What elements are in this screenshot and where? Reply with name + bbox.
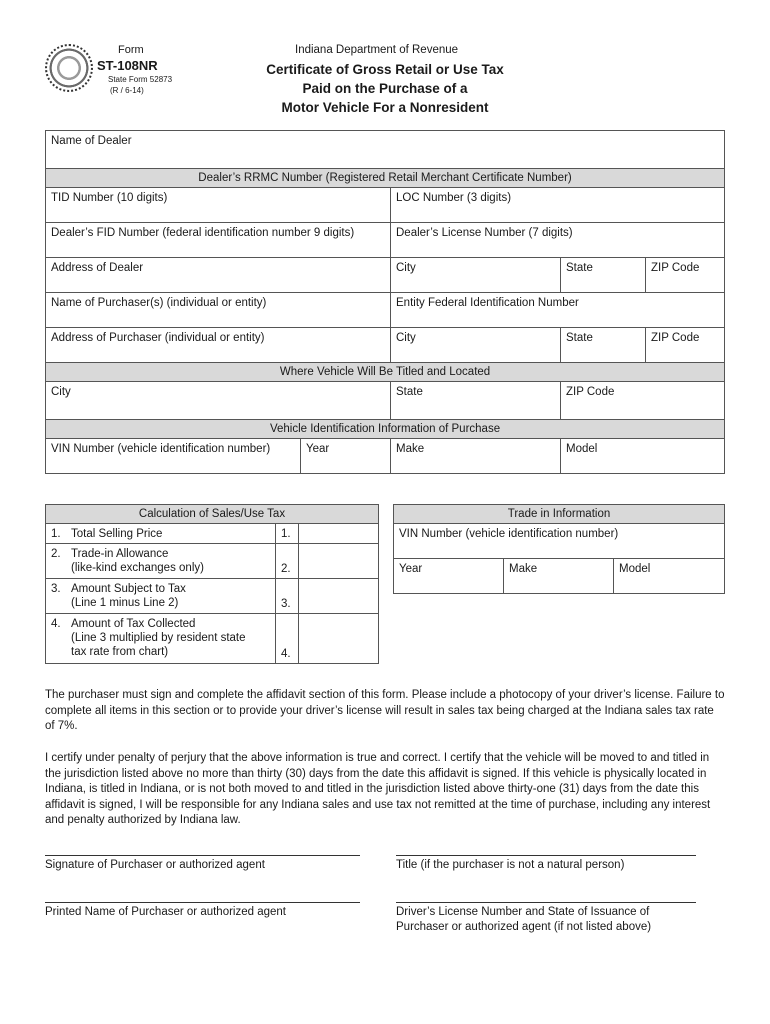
- trade-year-field[interactable]: [394, 559, 504, 594]
- state-form-number: State Form 52873: [108, 75, 173, 84]
- titled-section-header: Where Vehicle Will Be Titled and Located: [46, 363, 725, 382]
- loc-number-field[interactable]: [391, 188, 725, 223]
- line-number: 4.: [51, 618, 61, 630]
- title-label: Title (if the purchaser is not a natural person): [396, 859, 625, 871]
- title-line-2: Paid on the Purchase of a: [302, 81, 468, 96]
- trade-in-allowance-field[interactable]: [299, 544, 379, 579]
- line-box-number: 1.: [276, 524, 299, 544]
- certification-paragraph: I certify under penalty of perjury that the above information is true and correct. I certify that the vehicle will be moved to and titled in the jurisdiction listed above no more than thirty (30) days from the date this affidavit is signed. If this vehicle is physically located in Indiana, is titled in Indiana, or is not both moved to and titled in the jurisdiction listed above thirty-one (31) days from the date this affidavit is signed, I will be responsible for any Indiana sales and use tax not remitted at the time of purchase, including any interest and penalty authorized by Indiana law.: [45, 752, 711, 826]
- trade-make-label: Make: [509, 563, 538, 575]
- trade-vin-field[interactable]: [394, 524, 725, 559]
- title-line[interactable]: [396, 855, 696, 856]
- purchaser-city-field[interactable]: [391, 328, 561, 363]
- line-description: Total Selling Price: [71, 528, 163, 540]
- calc-line-3: [46, 579, 379, 614]
- signature-label: Signature of Purchaser or authorized agent: [45, 859, 265, 871]
- dealer-name-field[interactable]: [46, 131, 725, 169]
- tax-collected-field[interactable]: [299, 614, 379, 664]
- form-number: ST-108NR: [97, 58, 158, 73]
- form-title: [230, 60, 540, 117]
- purchaser-name-label: Name of Purchaser(s) (individual or entity): [51, 297, 267, 309]
- line-number: 2.: [51, 548, 61, 560]
- calc-line-4: [46, 614, 379, 664]
- dealer-city-label: City: [396, 262, 416, 274]
- dealer-address-field[interactable]: [46, 258, 391, 293]
- purchaser-city-label: City: [396, 332, 416, 344]
- line-description: Trade-in Allowance (like-kind exchanges only): [71, 548, 204, 574]
- trade-in-table: [393, 504, 725, 594]
- trade-make-field[interactable]: [504, 559, 614, 594]
- purchaser-name-field[interactable]: [46, 293, 391, 328]
- tid-number-label: TID Number (10 digits): [51, 192, 168, 204]
- purchaser-state-label: State: [566, 332, 593, 344]
- purchaser-state-field[interactable]: [561, 328, 646, 363]
- drivers-license-label: Driver’s License Number and State of Issuance of Purchaser or authorized agent (if not listed above): [396, 906, 652, 933]
- total-selling-price-field[interactable]: [299, 524, 379, 544]
- dealer-zip-field[interactable]: [646, 258, 725, 293]
- titled-zip-field[interactable]: [561, 382, 725, 420]
- instructions-paragraph: The purchaser must sign and complete the affidavit section of this form. Please include a photocopy of your driver’s license. Failure to complete all items in this section or to provide your driver’s license will result in sales tax being charged at the Indiana sales tax rate of 7%.: [45, 689, 725, 732]
- printed-name-label: Printed Name of Purchaser or authorized agent: [45, 906, 286, 918]
- line-number: 3.: [51, 583, 61, 595]
- drivers-license-line[interactable]: [396, 902, 696, 903]
- line-box-number: 2.: [276, 544, 299, 579]
- vehicle-make-field[interactable]: [391, 439, 561, 474]
- trade-model-field[interactable]: [614, 559, 725, 594]
- vehicle-vin-label: VIN Number (vehicle identification number): [51, 443, 271, 455]
- purchaser-address-label: Address of Purchaser (individual or entity): [51, 332, 265, 344]
- titled-state-label: State: [396, 386, 423, 398]
- purchaser-zip-label: ZIP Code: [651, 332, 700, 344]
- dealer-name-label: Name of Dealer: [51, 135, 132, 147]
- vehicle-section-header: Vehicle Identification Information of Purchase: [46, 420, 725, 439]
- trade-year-label: Year: [399, 563, 423, 575]
- vehicle-year-label: Year: [306, 443, 330, 455]
- amount-subject-to-tax-field[interactable]: [299, 579, 379, 614]
- state-seal-icon: [45, 44, 93, 92]
- titled-city-label: City: [51, 386, 71, 398]
- calc-section-header: Calculation of Sales/Use Tax: [46, 505, 379, 524]
- line-description: Amount of Tax Collected (Line 3 multiplied by resident state tax rate from chart): [71, 618, 246, 658]
- printed-name-line[interactable]: [45, 902, 360, 903]
- line-box-number: 4.: [276, 614, 299, 664]
- purchaser-address-field[interactable]: [46, 328, 391, 363]
- revision-date: (R / 6-14): [110, 86, 144, 95]
- dealer-state-label: State: [566, 262, 593, 274]
- titled-zip-label: ZIP Code: [566, 386, 615, 398]
- vehicle-model-label: Model: [566, 443, 598, 455]
- line-number: 1.: [51, 528, 61, 540]
- vehicle-model-field[interactable]: [561, 439, 725, 474]
- calc-line-2: [46, 544, 379, 579]
- dealer-license-field[interactable]: [391, 223, 725, 258]
- line-box-number: 3.: [276, 579, 299, 614]
- titled-state-field[interactable]: [391, 382, 561, 420]
- dealer-fid-label: Dealer’s FID Number (federal identification number 9 digits): [51, 227, 355, 239]
- agency-name: Indiana Department of Revenue: [295, 44, 459, 56]
- form-label: Form: [118, 44, 144, 56]
- loc-number-label: LOC Number (3 digits): [396, 192, 512, 204]
- trade-vin-label: VIN Number (vehicle identification number): [399, 528, 619, 540]
- calc-line-1: [46, 524, 379, 544]
- line-description: Amount Subject to Tax (Line 1 minus Line 2): [71, 583, 186, 609]
- entity-fein-label: Entity Federal Identification Number: [396, 297, 579, 309]
- tid-number-field[interactable]: [46, 188, 391, 223]
- vehicle-vin-field[interactable]: [46, 439, 301, 474]
- title-line-3: Motor Vehicle For a Nonresident: [281, 100, 489, 115]
- dealer-fid-field[interactable]: [46, 223, 391, 258]
- dealer-state-field[interactable]: [561, 258, 646, 293]
- title-line-1: Certificate of Gross Retail or Use Tax: [266, 62, 504, 77]
- dealer-address-label: Address of Dealer: [51, 262, 144, 274]
- rrmc-section-header: Dealer’s RRMC Number (Registered Retail Merchant Certificate Number): [46, 169, 725, 188]
- vehicle-year-field[interactable]: [301, 439, 391, 474]
- dealer-license-label: Dealer’s License Number (7 digits): [396, 227, 573, 239]
- dealer-zip-label: ZIP Code: [651, 262, 700, 274]
- trade-section-header: Trade in Information: [394, 505, 725, 524]
- dealer-purchaser-table: [45, 130, 725, 474]
- entity-fein-field[interactable]: [391, 293, 725, 328]
- purchaser-zip-field[interactable]: [646, 328, 725, 363]
- dealer-city-field[interactable]: [391, 258, 561, 293]
- signature-line[interactable]: [45, 855, 360, 856]
- tax-calculation-table: [45, 504, 379, 664]
- trade-model-label: Model: [619, 563, 651, 575]
- vehicle-make-label: Make: [396, 443, 425, 455]
- titled-city-field[interactable]: [46, 382, 391, 420]
